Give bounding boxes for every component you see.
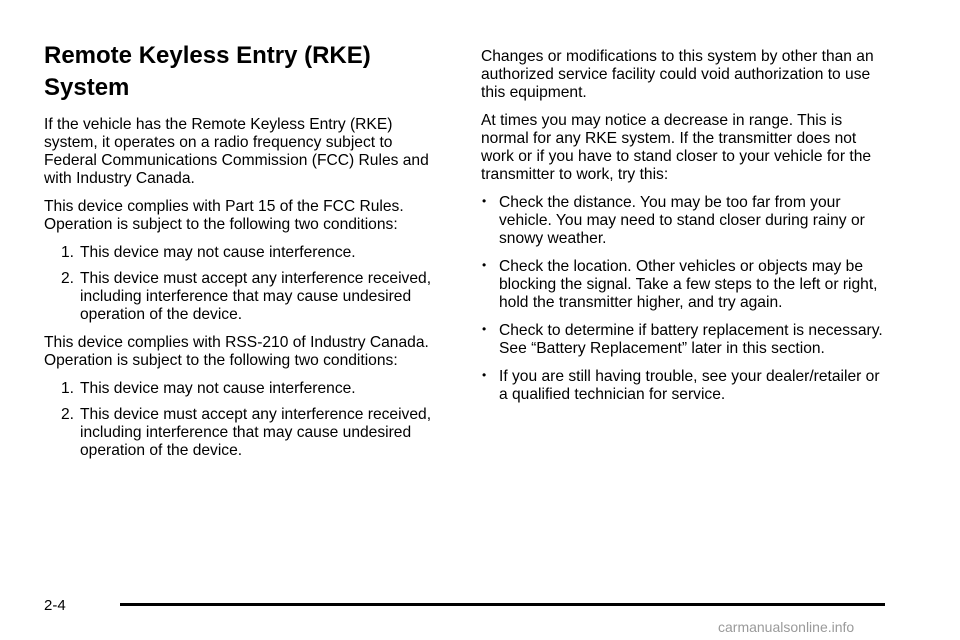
list-item-number: 2. — [60, 270, 74, 287]
fcc-conditions-list — [44, 244, 449, 324]
list-item-text: Check the distance. You may be too far from your vehicle. You may need to stand closer during rainy or snowy weather. — [499, 194, 865, 247]
list-item-text: Check the location. Other vehicles or objects may be blocking the signal. Take a few steps to the left or right, hold the transmitter higher, and try again. — [499, 258, 878, 311]
bullet-icon: • — [482, 258, 487, 272]
right-column — [481, 48, 886, 414]
watermark: carmanualsonline.info — [718, 619, 855, 635]
list-item-text: This device may not cause interference. — [80, 380, 356, 397]
page-number: 2-4 — [44, 597, 66, 614]
left-column — [44, 40, 449, 470]
section-title-line-2: System — [44, 74, 130, 101]
list-item — [481, 322, 886, 358]
footer-divider — [120, 603, 885, 606]
list-item-text: This device must accept any interference received, including interference that may cause undesired operation of the device. — [80, 270, 432, 323]
modifications-paragraph: Changes or modifications to this system by other than an authorized service facility could void authorization to use this equipment. — [481, 48, 874, 101]
list-item — [481, 194, 886, 248]
list-item — [44, 406, 449, 460]
list-item-number: 1. — [60, 380, 74, 397]
list-item-number: 2. — [60, 406, 74, 423]
bullet-icon: • — [482, 322, 487, 336]
section-title-line-1: Remote Keyless Entry (RKE) — [44, 42, 371, 69]
list-item — [481, 258, 886, 312]
industry-canada-conditions-list — [44, 380, 449, 460]
list-item — [44, 270, 449, 324]
list-item-text: This device must accept any interference received, including interference that may cause undesired operation of the device. — [80, 406, 432, 459]
list-item-text: Check to determine if battery replacement is necessary. See “Battery Replacement” later in this section. — [499, 322, 883, 357]
list-item — [44, 244, 449, 262]
range-paragraph: At times you may notice a decrease in range. This is normal for any RKE system. If the transmitter does not work or if you have to stand closer to your vehicle for the transmitter to work, try this: — [481, 112, 872, 183]
list-item — [44, 380, 449, 398]
list-item-text: This device may not cause interference. — [80, 244, 356, 261]
section-title — [44, 40, 449, 104]
bullet-icon: • — [482, 194, 487, 208]
bullet-icon: • — [482, 368, 487, 382]
list-item-text: If you are still having trouble, see your dealer/retailer or a qualified technician for service. — [499, 368, 880, 403]
list-item-number: 1. — [60, 244, 74, 261]
fcc-compliance-paragraph: This device complies with Part 15 of the FCC Rules. Operation is subject to the following two conditions: — [44, 198, 404, 233]
list-item — [481, 368, 886, 404]
troubleshooting-list — [481, 194, 886, 404]
intro-paragraph: If the vehicle has the Remote Keyless Entry (RKE) system, it operates on a radio frequency subject to Federal Communications Commission (FCC) Rules and with Industry Canada. — [44, 116, 429, 187]
industry-canada-paragraph: This device complies with RSS-210 of Industry Canada. Operation is subject to the following two conditions: — [44, 334, 429, 369]
